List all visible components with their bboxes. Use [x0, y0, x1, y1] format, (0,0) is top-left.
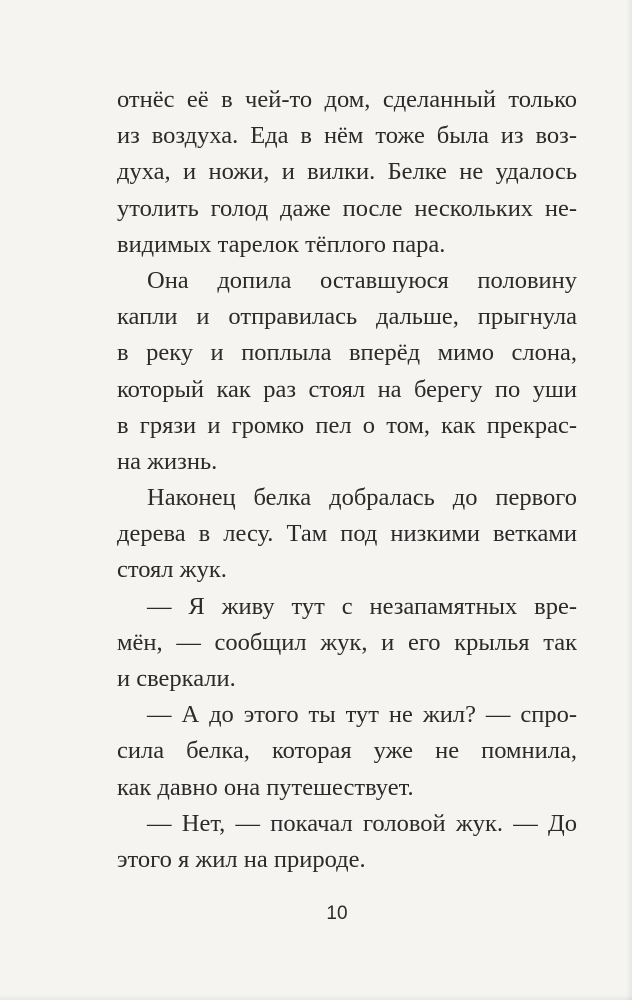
text-line: Наконец белка добралась до первого [147, 484, 577, 512]
text-line: — Я живу тут с незапамятных вре- [147, 592, 577, 620]
text-line: сила белка, которая уже не помнила, [117, 737, 577, 765]
text-line: в реку и поплыла вперёд мимо слона, [117, 339, 577, 367]
text-line: видимых тарелок тёплого пара. [117, 230, 446, 258]
text-line: Она допила оставшуюся половину [147, 266, 577, 294]
text-line: отнёс её в чей-то дом, сделанный только [117, 86, 577, 113]
text-line: этого я жил на природе. [117, 845, 366, 873]
text-line: — Нет, — покачал головой жук. — До [147, 809, 577, 837]
text-line: в грязи и громко пел о том, как прекрас- [117, 411, 577, 439]
text-line: дерева в лесу. Там под низкими ветками [117, 520, 577, 548]
text-line: утолить голод даже после нескольких не- [117, 194, 577, 222]
text-line: духа, и ножи, и вилки. Белке не удалось [117, 158, 577, 186]
text-line: и сверкали. [117, 665, 236, 692]
page-edge-shadow [626, 0, 632, 1000]
text-line: капли и отправилась дальше, прыгнула [117, 303, 577, 331]
text-line: мён, — сообщил жук, и его крылья так [117, 628, 577, 656]
text-line: стоял жук. [117, 556, 227, 584]
text-line: как давно она путешествует. [117, 773, 414, 801]
text-line: на жизнь. [117, 447, 218, 475]
body-text [117, 82, 577, 878]
text-line: который как раз стоял на берегу по уши [117, 375, 577, 403]
text-line: — А до этого ты тут не жил? — спро- [147, 701, 577, 729]
page-number: 10 [326, 903, 348, 924]
page-bottom-edge [0, 995, 632, 1000]
text-line: из воздуха. Еда в нём тоже была из воз- [117, 122, 577, 150]
